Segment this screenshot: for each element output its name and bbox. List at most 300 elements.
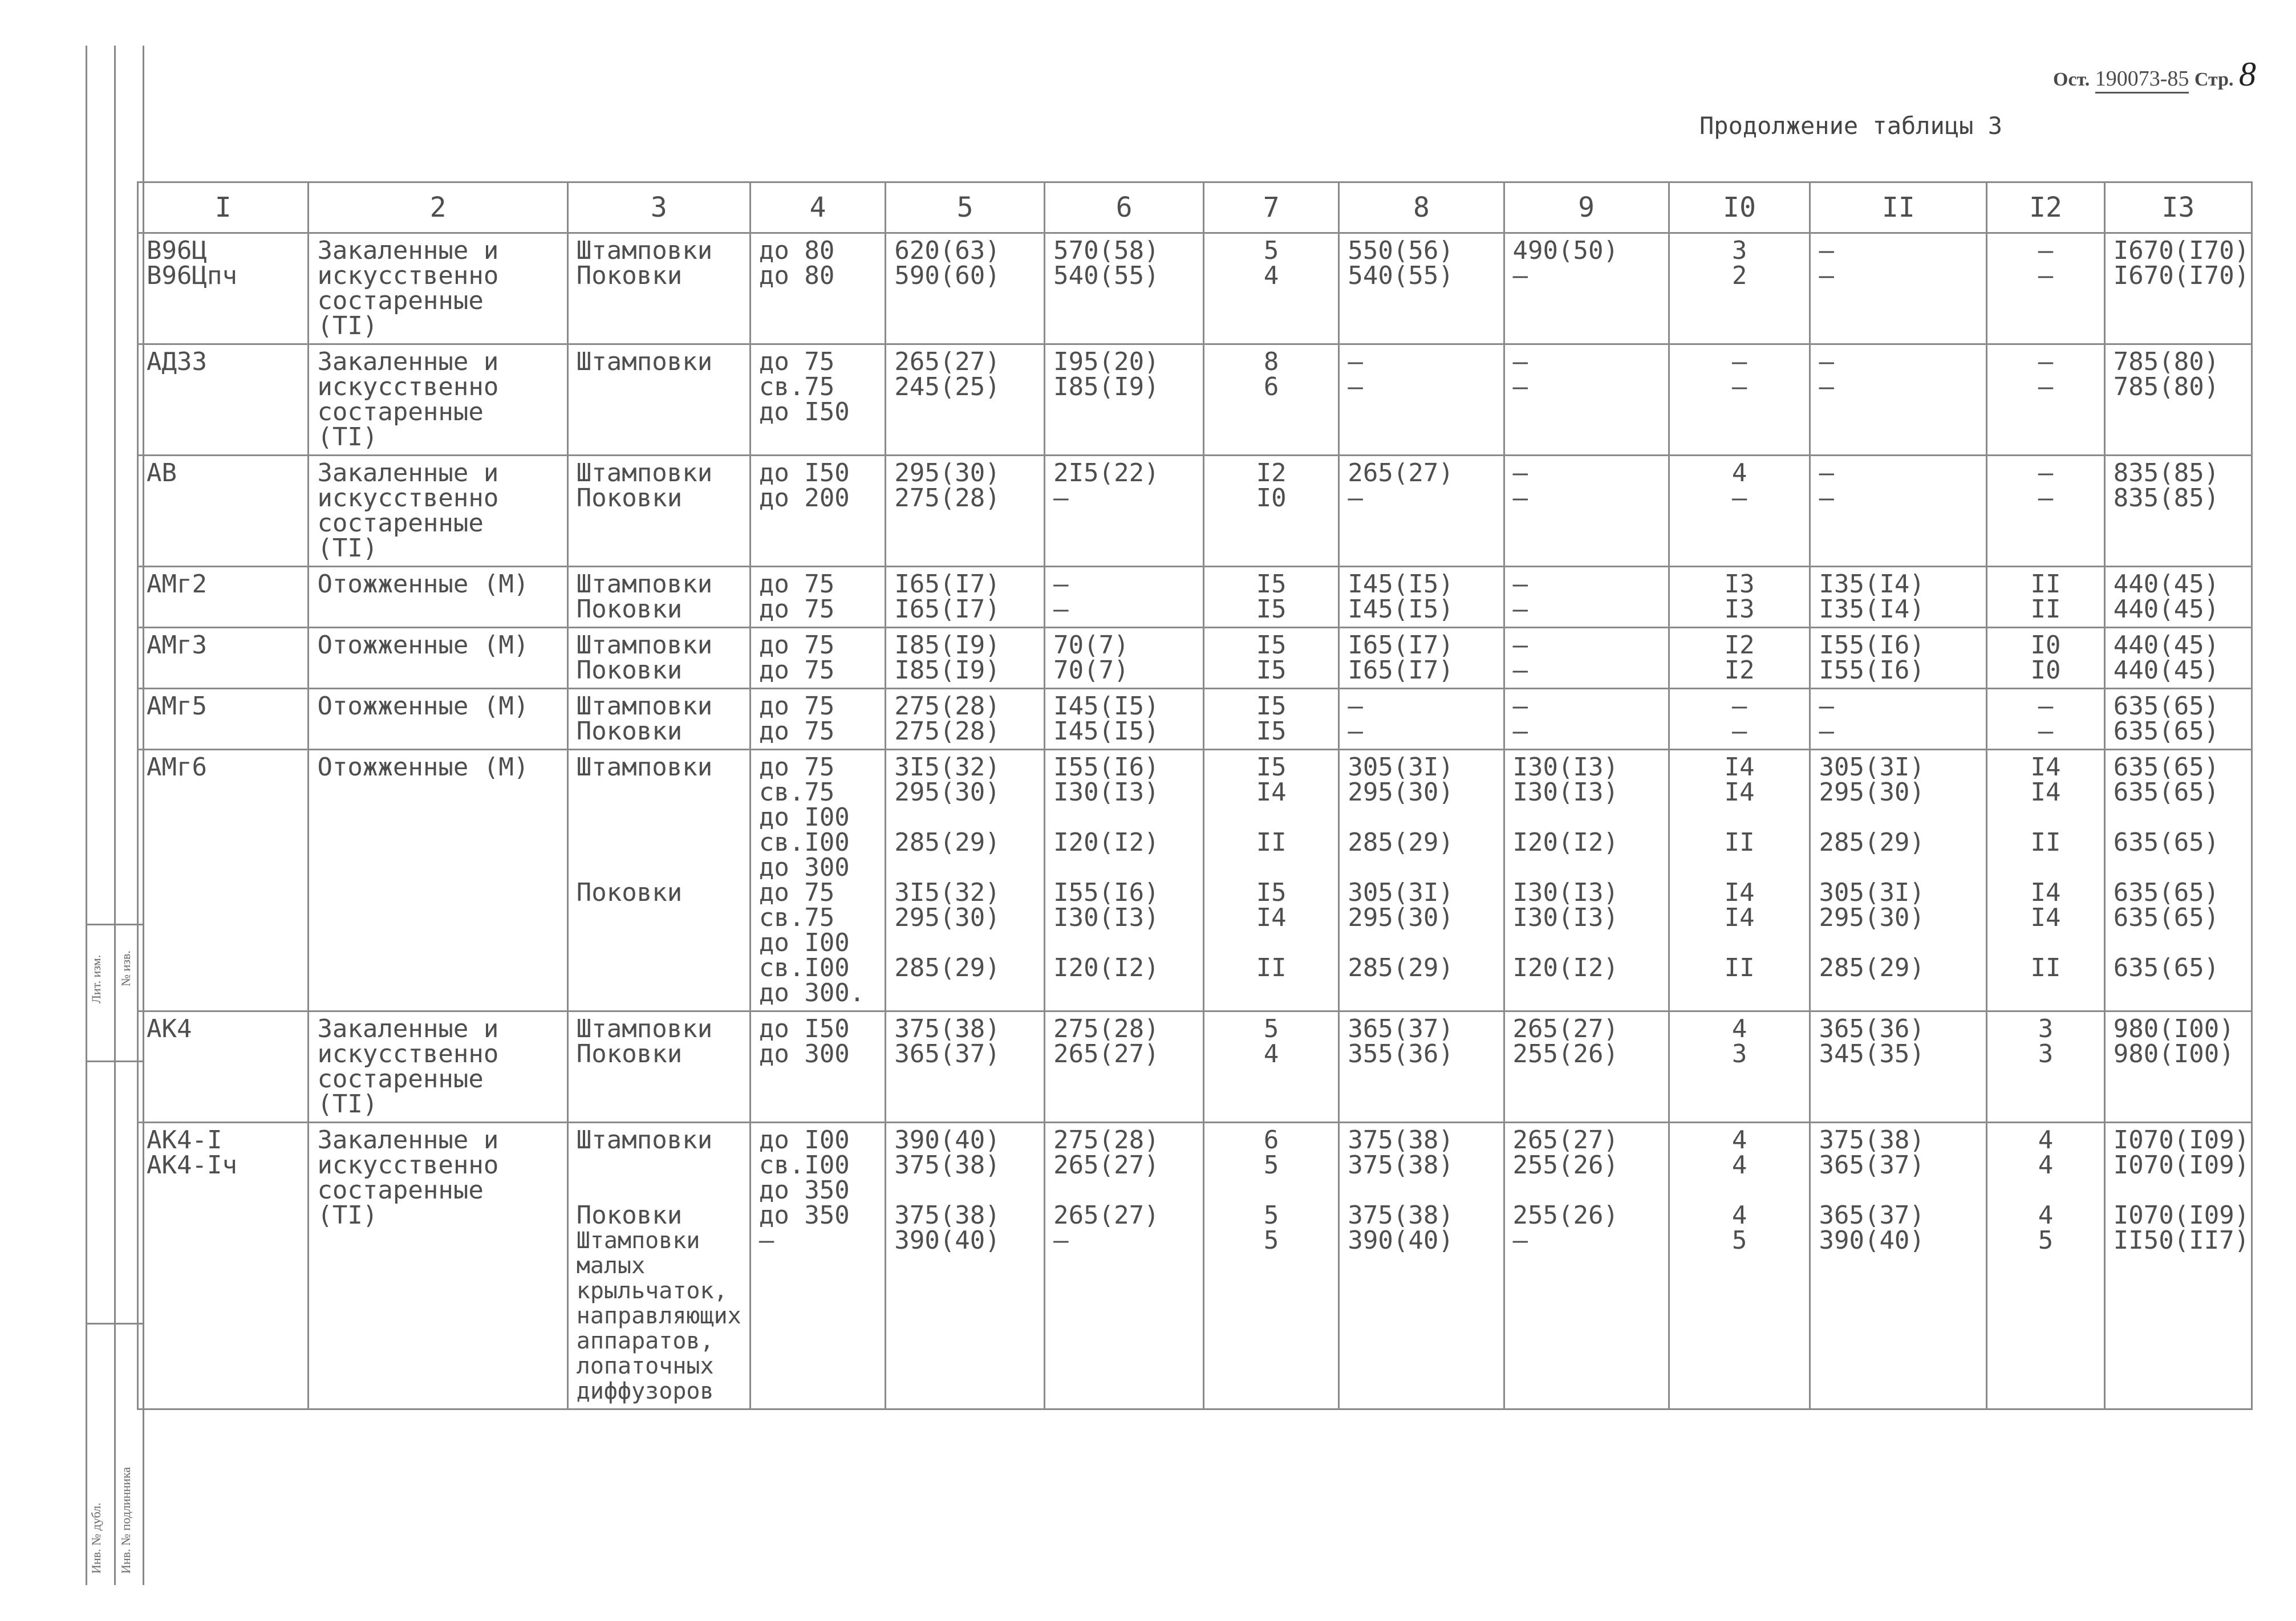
cell-value: –: [1819, 261, 1834, 290]
cell-value: 375(38): [894, 1151, 1000, 1180]
cell-c7: [1203, 1011, 1338, 1123]
cell-value: 6: [1263, 372, 1279, 401]
cell-value: I55(I6): [1819, 631, 1925, 660]
cell-value: –: [1348, 692, 1363, 721]
document-reference: [2053, 55, 2256, 94]
cell-value: 285(29): [1819, 953, 1925, 982]
cell-value: до 80: [758, 261, 835, 290]
cell-c12: [1987, 1011, 2105, 1123]
cell-c8: [1339, 750, 1504, 1011]
cell-value: I85(I9): [1053, 372, 1159, 401]
cell-value: I55(I6): [1053, 753, 1159, 782]
cell-value: I5: [1256, 753, 1287, 782]
cell-value: 4: [1731, 458, 1747, 487]
cell-c8: [1339, 567, 1504, 628]
cell-value: –: [1512, 458, 1528, 487]
cell-value: 980(I00): [2113, 1014, 2234, 1043]
cell-value: 2I5(22): [1053, 458, 1159, 487]
cell-value: св.I00 до 300: [758, 828, 850, 882]
cell-value: –: [1512, 656, 1528, 685]
cell-c6: [1045, 344, 1204, 456]
cell-value: 4: [1731, 1201, 1747, 1230]
cell-value: 5: [2038, 1226, 2054, 1255]
cell-form: [567, 233, 750, 344]
cell-c8: [1339, 344, 1504, 456]
cell-value: –: [1348, 347, 1363, 376]
cell-value: 4: [1263, 261, 1279, 290]
material-state: [309, 750, 567, 1011]
cell-value: I30(I3): [1512, 878, 1618, 907]
cell-value: 365(36): [1819, 1014, 1925, 1043]
material-state-text: Отожженные (М): [317, 753, 529, 782]
cell-value: 305(3I): [1348, 878, 1454, 907]
cell-c12: [1987, 750, 2105, 1011]
cell-value: –: [1053, 595, 1069, 624]
cell-value: 295(30): [894, 778, 1000, 807]
cell-c6: [1045, 233, 1204, 344]
cell-value: 2: [1731, 261, 1747, 290]
cell-value: I070(I09): [2113, 1201, 2250, 1230]
cell-value: 5: [1263, 1014, 1279, 1043]
cell-value: I4: [2030, 753, 2061, 782]
cell-value: I4: [2030, 778, 2061, 807]
cell-value: 540(55): [1348, 261, 1454, 290]
cell-value: I4: [1256, 778, 1287, 807]
cell-value: 490(50): [1512, 236, 1618, 265]
cell-value: 295(30): [1819, 778, 1925, 807]
cell-value: 70(7): [1053, 631, 1129, 660]
cell-value: до 75: [758, 753, 835, 782]
cell-value: 265(27): [1053, 1039, 1159, 1069]
cell-value: 785(80): [2113, 347, 2220, 376]
cell-value: 3I5(32): [894, 878, 1000, 907]
cell-c6: [1045, 689, 1204, 750]
cell-c9: [1504, 750, 1669, 1011]
cell-value: II: [1724, 828, 1755, 857]
alloy-grade-text: АК4-I АК4-Iч: [147, 1126, 237, 1180]
cell-value: I65(I7): [1348, 631, 1454, 660]
cell-value: до 200: [758, 484, 850, 513]
cell-value: 285(29): [1819, 828, 1925, 857]
cell-value: 4: [1731, 1151, 1747, 1180]
cell-value: I35(I4): [1819, 595, 1925, 624]
cell-value: Поковки: [576, 261, 683, 290]
cell-value: I30(I3): [1053, 903, 1159, 932]
alloy-grade: [138, 456, 309, 567]
cell-value: I55(I6): [1819, 656, 1925, 685]
cell-value: 285(29): [1348, 828, 1454, 857]
cell-value: 285(29): [1348, 953, 1454, 982]
cell-value: [577, 830, 741, 880]
cell-value: –: [1512, 372, 1528, 401]
cell-value: 265(27): [894, 347, 1000, 376]
cell-value: 5: [1263, 1151, 1279, 1180]
cell-value: до 75: [758, 347, 835, 376]
table-row: [138, 750, 2252, 1011]
cell-value: до I00: [758, 1126, 850, 1155]
cell-value: до I50: [758, 458, 850, 487]
alloy-grade-text: АМг3: [147, 631, 207, 660]
cell-value: 835(85): [2113, 484, 2220, 513]
cell-c10: [1669, 1123, 1810, 1409]
cell-value: I20(I2): [1053, 828, 1159, 857]
cell-c11: [1810, 628, 1987, 689]
cell-c7: [1203, 344, 1338, 456]
cell-value: Штамповки: [576, 236, 713, 265]
column-header-8: 8: [1339, 182, 1504, 233]
cell-c10: [1669, 750, 1810, 1011]
cell-c10: [1669, 567, 1810, 628]
cell-value: 265(27): [1053, 1151, 1159, 1180]
cell-value: –: [758, 1226, 774, 1255]
cell-value: до 80: [758, 236, 835, 265]
cell-c7: [1203, 456, 1338, 567]
cell-value: 375(38): [1819, 1126, 1925, 1155]
cell-value: 3I5(32): [894, 753, 1000, 782]
cell-value: 785(80): [2113, 372, 2220, 401]
cell-value: 365(37): [1819, 1201, 1925, 1230]
doc-number: 190073-85: [2095, 67, 2189, 94]
cell-value: I070(I09): [2113, 1126, 2250, 1155]
cell-value: 285(29): [894, 828, 1000, 857]
cell-value: I5: [1256, 717, 1287, 746]
cell-value: 835(85): [2113, 458, 2220, 487]
cell-value: 5: [1263, 236, 1279, 265]
alloy-grade: [138, 750, 309, 1011]
cell-value: 5: [1263, 1226, 1279, 1255]
cell-size: [750, 628, 885, 689]
material-state-text: Закаленные и искусственно состаренные (ТI): [317, 1014, 499, 1119]
material-state: [309, 233, 567, 344]
cell-value: 365(37): [1348, 1014, 1454, 1043]
cell-c9: [1504, 1011, 1669, 1123]
cell-value: –: [1348, 372, 1363, 401]
cell-value: I5: [1256, 595, 1287, 624]
margin-inv-dubl: Инв. № дубл.: [89, 1502, 103, 1574]
cell-value: Штамповки малых крыльчаток, направляющих аппаратов, лопаточных диффузоров: [576, 1228, 741, 1404]
cell-value: 635(65): [2113, 717, 2220, 746]
alloy-grade: [138, 344, 309, 456]
cell-value: Штамповки: [576, 347, 713, 376]
cell-value: 275(28): [894, 484, 1000, 513]
cell-value: 570(58): [1053, 236, 1159, 265]
doc-label: Ост.: [2053, 69, 2090, 90]
cell-value: 6: [1263, 1126, 1279, 1155]
cell-value: I20(I2): [1512, 828, 1618, 857]
cell-value: 265(27): [1053, 1201, 1159, 1230]
cell-value: 5: [1731, 1226, 1747, 1255]
cell-c8: [1339, 233, 1504, 344]
cell-c12: [1987, 344, 2105, 456]
cell-c10: [1669, 233, 1810, 344]
cell-value: I20(I2): [1053, 953, 1159, 982]
cell-c6: [1045, 750, 1204, 1011]
page-label: Стр.: [2194, 69, 2234, 90]
cell-value: –: [2038, 484, 2054, 513]
cell-c11: [1810, 1123, 1987, 1409]
cell-c13: [2104, 344, 2252, 456]
cell-value: I4: [1256, 903, 1287, 932]
cell-value: 375(38): [1348, 1201, 1454, 1230]
cell-value: [577, 780, 741, 830]
cell-c6: [1045, 628, 1204, 689]
cell-c5: [886, 456, 1045, 567]
cell-value: 265(27): [1348, 458, 1454, 487]
cell-c13: [2104, 456, 2252, 567]
cell-c12: [1987, 567, 2105, 628]
cell-value: 4: [1263, 1039, 1279, 1069]
cell-c8: [1339, 456, 1504, 567]
cell-c7: [1203, 1123, 1338, 1409]
cell-value: I5: [1256, 656, 1287, 685]
cell-value: 295(30): [894, 903, 1000, 932]
cell-form: [567, 628, 750, 689]
cell-c13: [2104, 1011, 2252, 1123]
cell-value: 295(30): [1348, 903, 1454, 932]
cell-form: [567, 344, 750, 456]
cell-value: 635(65): [2113, 878, 2220, 907]
cell-value: до 75: [758, 656, 835, 685]
cell-value: I5: [1256, 570, 1287, 599]
cell-c7: [1203, 750, 1338, 1011]
column-header-9: 9: [1504, 182, 1669, 233]
alloy-grade: [138, 1011, 309, 1123]
cell-value: II: [1256, 953, 1287, 982]
cell-value: –: [1512, 692, 1528, 721]
cell-value: 305(3I): [1348, 753, 1454, 782]
cell-value: 375(38): [1348, 1151, 1454, 1180]
cell-size: [750, 344, 885, 456]
cell-value: [577, 1153, 741, 1203]
cell-form: [567, 750, 750, 1011]
cell-value: –: [2038, 717, 2054, 746]
cell-c9: [1504, 1123, 1669, 1409]
material-state: [309, 344, 567, 456]
cell-value: до 75: [758, 692, 835, 721]
margin-inv-podl: Инв. № подлинника: [119, 1466, 133, 1574]
alloy-grade-text: АМг6: [147, 753, 207, 782]
cell-value: Штамповки: [576, 1014, 713, 1043]
cell-form: [567, 567, 750, 628]
cell-value: –: [2038, 458, 2054, 487]
material-state: [309, 628, 567, 689]
cell-value: –: [1348, 717, 1363, 746]
cell-value: Штамповки: [576, 692, 713, 721]
cell-value: I65(I7): [894, 595, 1000, 624]
cell-c6: [1045, 456, 1204, 567]
cell-value: 255(26): [1512, 1201, 1618, 1230]
cell-value: 265(27): [1512, 1014, 1618, 1043]
cell-value: 390(40): [894, 1126, 1000, 1155]
cell-value: 590(60): [894, 261, 1000, 290]
cell-value: 70(7): [1053, 656, 1129, 685]
cell-c13: [2104, 1123, 2252, 1409]
cell-value: –: [1053, 570, 1069, 599]
cell-value: 365(37): [894, 1039, 1000, 1069]
cell-value: I30(I3): [1512, 903, 1618, 932]
cell-value: I85(I9): [894, 656, 1000, 685]
cell-value: I5: [1256, 692, 1287, 721]
cell-value: 980(I00): [2113, 1039, 2234, 1069]
cell-value: 635(65): [2113, 903, 2220, 932]
material-state-text: Закаленные и искусственно состаренные (ТI): [317, 458, 499, 563]
cell-c10: [1669, 689, 1810, 750]
cell-value: II: [1724, 953, 1755, 982]
cell-value: I55(I6): [1053, 878, 1159, 907]
cell-value: 540(55): [1053, 261, 1159, 290]
cell-c11: [1810, 750, 1987, 1011]
properties-table: [137, 181, 2253, 1410]
cell-value: –: [1819, 484, 1834, 513]
cell-c8: [1339, 1123, 1504, 1409]
alloy-grade-text: В96Ц В96Цпч: [147, 236, 237, 290]
material-state-text: Отожженные (М): [317, 631, 529, 660]
cell-c10: [1669, 456, 1810, 567]
alloy-grade-text: АМг2: [147, 570, 207, 599]
cell-size: [750, 1011, 885, 1123]
cell-value: I0: [1256, 484, 1287, 513]
cell-value: I670(I70): [2113, 261, 2250, 290]
alloy-grade: [138, 628, 309, 689]
cell-value: 390(40): [894, 1226, 1000, 1255]
cell-value: Штамповки: [576, 631, 713, 660]
cell-value: I070(I09): [2113, 1151, 2250, 1180]
alloy-grade: [138, 233, 309, 344]
alloy-grade-text: АМг5: [147, 692, 207, 721]
cell-value: св.75 до I00: [758, 903, 850, 957]
cell-value: Штамповки: [576, 570, 713, 599]
cell-value: 3: [1731, 1039, 1747, 1069]
cell-value: –: [1731, 717, 1747, 746]
cell-form: [567, 689, 750, 750]
cell-size: [750, 750, 885, 1011]
cell-value: Штамповки: [576, 1126, 713, 1155]
cell-value: 620(63): [894, 236, 1000, 265]
cell-c13: [2104, 750, 2252, 1011]
material-state-text: Закаленные и искусственно состаренные (ТI): [317, 236, 499, 340]
cell-value: –: [1348, 484, 1363, 513]
cell-value: –: [1512, 717, 1528, 746]
cell-c5: [886, 344, 1045, 456]
cell-value: 255(26): [1512, 1151, 1618, 1180]
cell-value: Поковки: [576, 1201, 683, 1230]
cell-value: I0: [2030, 656, 2061, 685]
cell-value: I65(I7): [894, 570, 1000, 599]
cell-value: II50(II7): [2113, 1226, 2250, 1255]
cell-value: I4: [1724, 778, 1755, 807]
alloy-grade: [138, 1123, 309, 1409]
cell-value: до 75: [758, 717, 835, 746]
cell-value: I30(I3): [1512, 778, 1618, 807]
cell-value: I2: [1724, 631, 1755, 660]
column-header-3: 3: [567, 182, 750, 233]
cell-value: –: [1819, 347, 1834, 376]
cell-value: –: [1731, 484, 1747, 513]
table-row: [138, 689, 2252, 750]
cell-size: [750, 1123, 885, 1409]
cell-value: 275(28): [1053, 1014, 1159, 1043]
cell-c13: [2104, 233, 2252, 344]
cell-c6: [1045, 1011, 1204, 1123]
cell-value: 5: [1263, 1201, 1279, 1230]
cell-c7: [1203, 628, 1338, 689]
cell-size: [750, 567, 885, 628]
cell-value: I3: [1724, 595, 1755, 624]
cell-value: 390(40): [1819, 1226, 1925, 1255]
cell-value: –: [1819, 692, 1834, 721]
cell-value: I4: [2030, 903, 2061, 932]
table-row: [138, 456, 2252, 567]
cell-value: 440(45): [2113, 595, 2220, 624]
cell-value: 295(30): [1348, 778, 1454, 807]
table-row: [138, 233, 2252, 344]
cell-value: 265(27): [1512, 1126, 1618, 1155]
cell-value: II: [2030, 828, 2061, 857]
cell-value: до I50: [758, 1014, 850, 1043]
cell-c9: [1504, 689, 1669, 750]
column-header-7: 7: [1203, 182, 1338, 233]
cell-value: II: [2030, 595, 2061, 624]
alloy-grade: [138, 567, 309, 628]
cell-value: до 75: [758, 631, 835, 660]
cell-value: –: [2038, 261, 2054, 290]
cell-value: I4: [2030, 878, 2061, 907]
cell-value: 375(38): [894, 1014, 1000, 1043]
cell-value: 635(65): [2113, 778, 2220, 807]
cell-value: –: [1731, 372, 1747, 401]
cell-c5: [886, 750, 1045, 1011]
cell-value: 4: [1731, 1014, 1747, 1043]
cell-value: –: [1819, 717, 1834, 746]
cell-size: [750, 456, 885, 567]
cell-value: 635(65): [2113, 953, 2220, 982]
material-state-text: Закаленные и искусственно состаренные (ТI): [317, 1126, 499, 1230]
cell-value: [577, 956, 741, 1006]
cell-c5: [886, 1123, 1045, 1409]
cell-value: до 75: [758, 595, 835, 624]
cell-value: I30(I3): [1053, 778, 1159, 807]
cell-c10: [1669, 1011, 1810, 1123]
cell-value: 4: [2038, 1151, 2054, 1180]
cell-c13: [2104, 689, 2252, 750]
cell-value: 255(26): [1512, 1039, 1618, 1069]
cell-value: 440(45): [2113, 656, 2220, 685]
cell-value: 390(40): [1348, 1226, 1454, 1255]
cell-c5: [886, 1011, 1045, 1123]
cell-value: Поковки: [576, 878, 683, 907]
cell-value: I45(I5): [1348, 595, 1454, 624]
cell-value: 295(30): [1819, 903, 1925, 932]
cell-c9: [1504, 344, 1669, 456]
cell-c5: [886, 689, 1045, 750]
cell-value: I2: [1256, 458, 1287, 487]
cell-value: –: [1512, 261, 1528, 290]
cell-c6: [1045, 1123, 1204, 1409]
cell-value: I30(I3): [1512, 753, 1618, 782]
cell-value: 4: [2038, 1201, 2054, 1230]
cell-c12: [1987, 1123, 2105, 1409]
cell-value: 3: [2038, 1039, 2054, 1069]
cell-value: 365(37): [1819, 1151, 1925, 1180]
cell-value: 635(65): [2113, 828, 2220, 857]
cell-c13: [2104, 628, 2252, 689]
cell-value: –: [1512, 595, 1528, 624]
cell-value: –: [1731, 692, 1747, 721]
cell-value: –: [2038, 372, 2054, 401]
cell-value: 635(65): [2113, 753, 2220, 782]
cell-c9: [1504, 233, 1669, 344]
cell-c12: [1987, 689, 2105, 750]
